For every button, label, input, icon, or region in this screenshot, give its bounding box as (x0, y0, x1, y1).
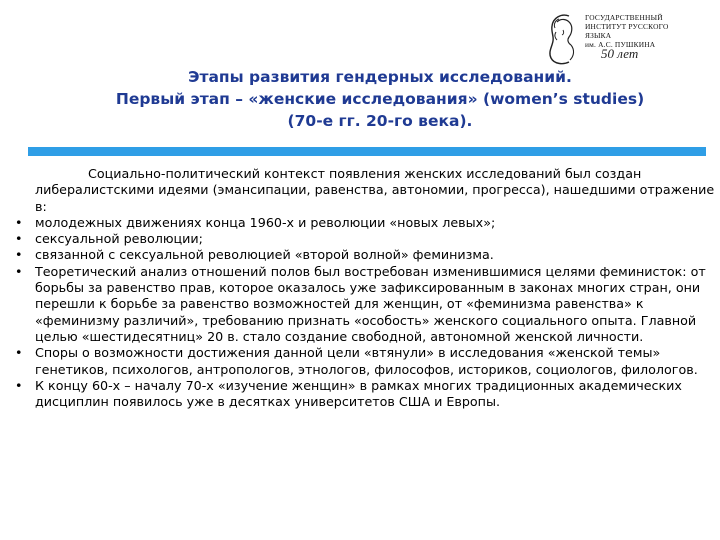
logo-signature: 50 лет (601, 46, 639, 61)
logo-line-1: ГОСУДАРСТВЕННЫЙ (585, 13, 663, 22)
bullet-marker: • (15, 247, 23, 263)
bullet-item-5 (15, 345, 715, 378)
slide-body (15, 166, 715, 410)
logo-text (585, 13, 695, 49)
bullet-text-3: связанной с сексуальной революцией «второй волной» феминизма. (35, 247, 494, 263)
title-line-3: (70-е гг. 20-го века). (287, 112, 473, 130)
logo-line-2: ИНСТИТУТ РУССКОГО ЯЗЫКА (585, 22, 669, 40)
title-line-2: Первый этап – «женские исследования» (women’s studies) (115, 90, 645, 108)
institute-logo (543, 8, 693, 72)
bullet-item-4 (15, 264, 715, 345)
intro-paragraph: Социально-политический контекст появления женских исследований был создан либералистскими идеями (эмансипации, равенства, автономии, прогресса), нашедшими отражение в: (35, 166, 715, 214)
bullet-marker: • (15, 214, 23, 230)
bullet-marker: • (15, 345, 23, 361)
bullet-text-5: Споры о возможности достижения данной цели «втянули» в исследования «женской темы» генетиков, психологов, антропологов, этнологов, философов, историков, социологов, филологов. (35, 345, 698, 377)
title-divider-bar (28, 147, 706, 156)
logo-line-3: им. А.С. ПУШКИНА (585, 40, 656, 49)
bullet-text-1: молодежных движениях конца 1960-х и революции «новых левых»; (35, 214, 496, 230)
bullet-marker: • (15, 263, 23, 279)
bullet-text-4: Теоретический анализ отношений полов был востребован изменившимися целями феминисток: от борьбы за равенство прав, которое оказалось уже зафиксированным в законах многих стран, они перешли к борьбе за равенство возможностей для женщин, от «феминизма равенства» к «феминизму различий», требованию признать «особость» женского социального опыта. Главной целью «шестидесятниц» 20 в. стало создание свободной, автономной женской личности. (35, 263, 706, 344)
bullet-marker: • (15, 377, 23, 393)
bullet-item-1 (15, 215, 715, 231)
bullet-text-6: К концу 60-х – началу 70-х «изучение женщин» в рамках многих традиционных академических дисциплин появилось уже в десятках университетов США и Европы. (35, 377, 682, 410)
slide-title (30, 66, 720, 132)
bullet-list (15, 215, 715, 411)
bullet-marker: • (15, 231, 23, 247)
title-line-1: Этапы развития гендерных исследований. (188, 68, 572, 86)
pushkin-portrait-icon (543, 10, 587, 68)
bullet-item-2 (15, 231, 715, 247)
bullet-text-2: сексуальной революции; (35, 231, 203, 247)
bullet-item-3 (15, 247, 715, 263)
bullet-item-6 (15, 378, 715, 411)
